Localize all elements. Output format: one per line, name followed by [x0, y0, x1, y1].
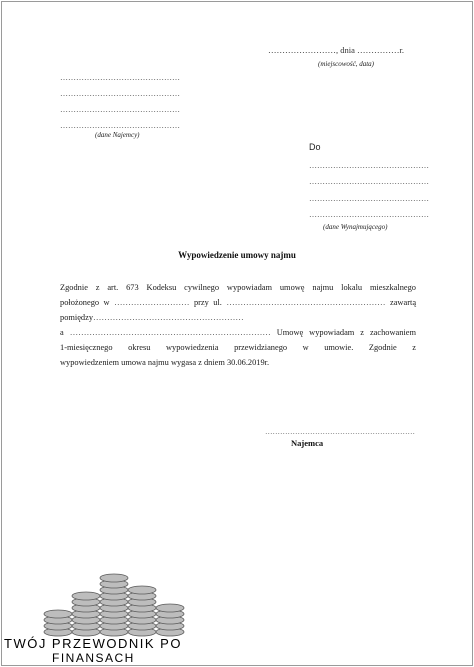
body-line-2: położonego w ……………………… przy ul. ………………………………………………… zawartą — [60, 298, 417, 307]
brand-name-line-2: FINANSACH — [52, 651, 135, 665]
tenant-line-2: ……………………………………… — [60, 89, 180, 98]
place-date-field: ……………………, dnia ……………r. — [268, 45, 404, 55]
tenant-line-4: ……………………………………… — [60, 121, 180, 130]
document-body — [60, 280, 416, 370]
landlord-caption: (dane Wynajmującego) — [323, 223, 388, 231]
to-label: Do — [309, 142, 321, 152]
landlord-line-1: ……………………………………… — [309, 161, 429, 170]
body-line-3: pomiędzy……………………………………………… — [60, 313, 244, 322]
tenant-line-1: ……………………………………… — [60, 73, 180, 82]
signature-line: …………………………………………………… — [265, 427, 415, 436]
place-date-caption: (miejscowość, data) — [318, 60, 374, 68]
coin-stacks-icon — [40, 568, 190, 640]
signature-label: Najemca — [291, 438, 324, 448]
document-title: Wypowiedzenie umowy najmu — [178, 250, 296, 260]
tenant-line-3: ……………………………………… — [60, 105, 180, 114]
body-line-5: 1-miesięcznego okresu wypowiedzenia przewidzianego w umowie. Zgodnie z — [60, 343, 416, 352]
landlord-line-4: ……………………………………… — [309, 210, 429, 219]
body-line-4: a ……………………………………………………………… Umowę wypowiadam z zachowaniem — [60, 328, 417, 337]
landlord-line-2: ……………………………………… — [309, 177, 429, 186]
landlord-line-3: ……………………………………… — [309, 194, 429, 203]
body-line-1: Zgodnie z art. 673 Kodeksu cywilnego wypowiadam umowę najmu lokalu mieszkalnego — [60, 283, 416, 292]
tenant-caption: (dane Najemcy) — [95, 131, 140, 139]
body-line-6: wypowiedzeniem umowa najmu wygasa z dniem 30.06.2019r. — [60, 358, 270, 367]
brand-name-line-1: TWÓJ PRZEWODNIK PO — [4, 636, 182, 651]
